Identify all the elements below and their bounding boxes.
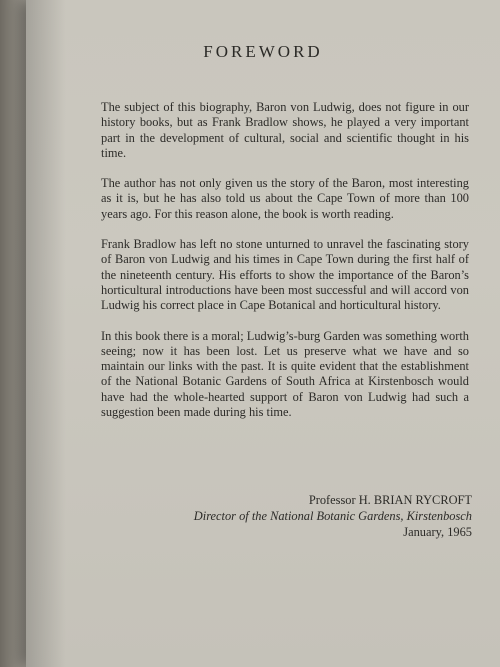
paragraph-3: Frank Bradlow has left no stone unturned to unravel the fascinating story of Baron von Ludwig and his times in Cape Town during the first half of the nineteenth century. His efforts to show the importance of the Baron’s horticultural introductions have been most successful and will accord von Ludwig his correct place in Cape Botanical and horticultural history.	[101, 237, 469, 313]
signature-date: January, 1965	[403, 525, 472, 539]
page-title: FOREWORD	[203, 42, 323, 61]
book-page	[26, 0, 500, 667]
signature-block	[101, 492, 472, 540]
signature-title: Director of the National Botanic Gardens, Kirstenbosch	[193, 509, 472, 523]
paragraph-4: In this book there is a moral; Ludwig’s-burg Garden was something worth seeing; now it has been lost. Let us preserve what we have and so maintain our links with the past. It is quite evident that the establishment of the National Botanic Gardens of South Africa at Kirstenbosch would have had the whole-hearted support of Baron von Ludwig had such a suggestion been made during his time.	[101, 328, 469, 420]
paragraph-1: The subject of this biography, Baron von Ludwig, does not figure in our history books, but as Frank Bradlow shows, he played a very important part in the development of cultural, social and scientific thought in his time.	[101, 100, 469, 160]
signature-name: Professor H. BRIAN RYCROFT	[308, 493, 472, 507]
foreword-body	[101, 100, 469, 435]
paragraph-2: The author has not only given us the story of the Baron, most interesting as it is, but he has also told us about the Cape Town of more than 100 years ago. For this reason alone, the book is worth reading.	[101, 176, 469, 221]
